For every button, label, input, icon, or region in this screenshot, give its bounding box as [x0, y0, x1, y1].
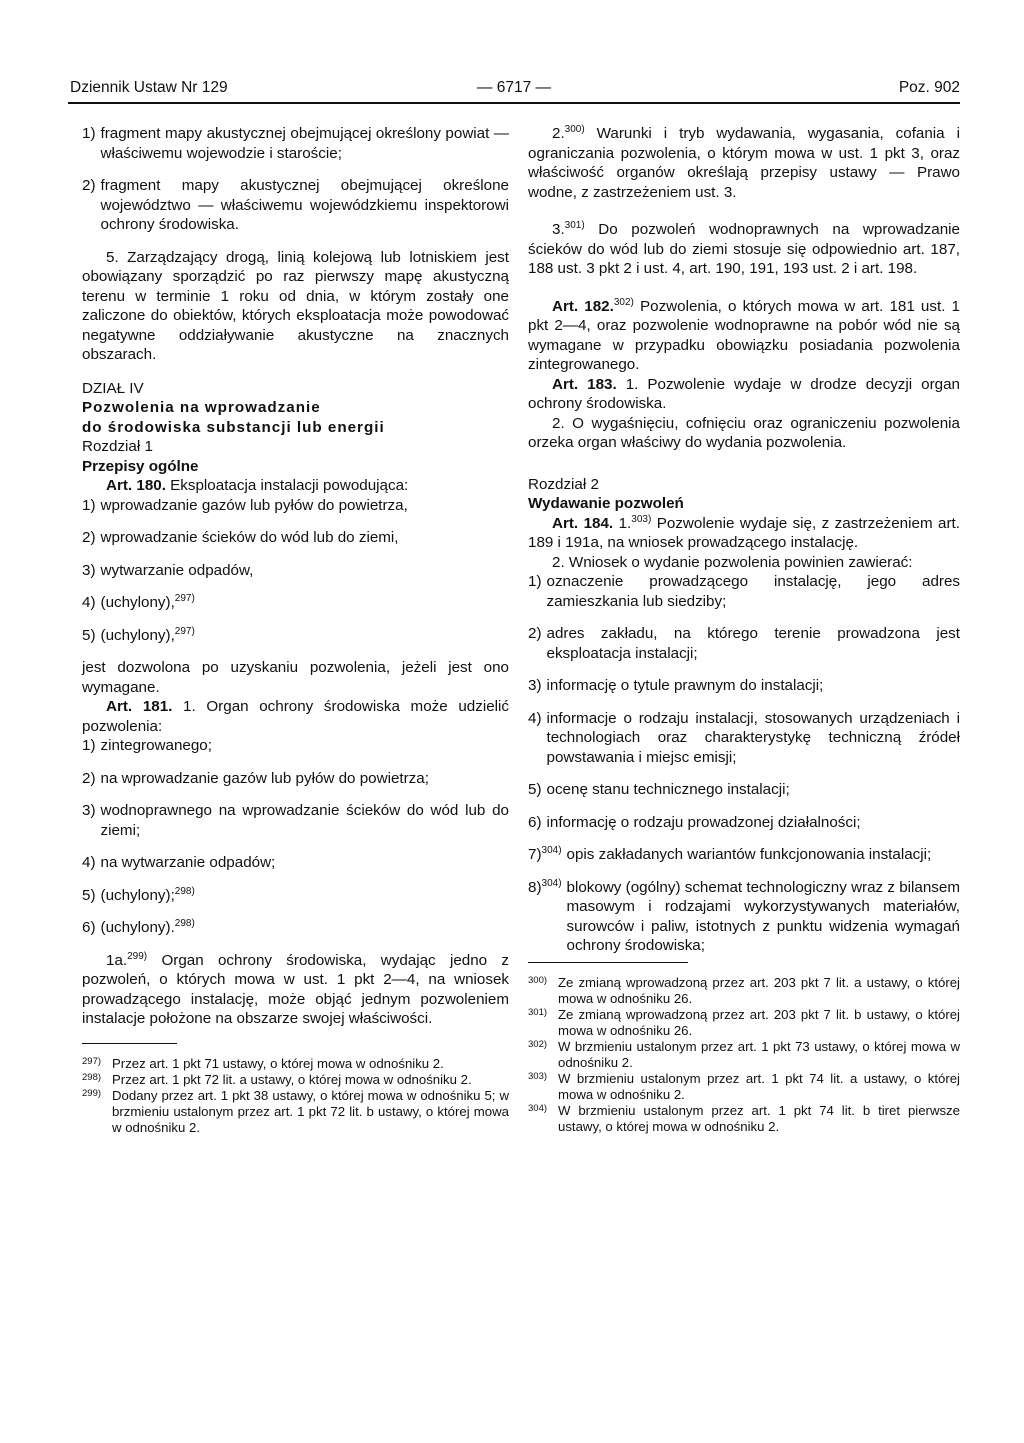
- footnote-ref: 297): [174, 592, 195, 604]
- footnote-ref: 304): [541, 877, 562, 889]
- footnote-ref: 303): [631, 513, 652, 525]
- division-heading: DZIAŁ IV: [82, 379, 144, 397]
- article-181-para-1a: 1a.$^{299)}$ Organ ochrony środowiska, wydając jedno z pozwoleń, o których mowa w ust. 1 pkt 2—4, na wniosek prowadzącego instalację, może objąć jednym pozwoleniem instalacje położone na obszarze swojej właściwości.: [82, 950, 509, 1027]
- article-180: Art. 180. Eksploatacja instalacji powodująca:: [106, 477, 409, 494]
- chapter-title: Wydawanie pozwoleń: [528, 495, 684, 512]
- position-number: Poz. 902: [898, 79, 960, 96]
- chapter-heading: Rozdział 1: [82, 438, 153, 455]
- article-184: Art. 184. 1.$^{303)}$ Pozwolenie wydaje się, z zastrzeżeniem art. 189 i 191a, na wniosek prowadzącego instalację.: [528, 513, 960, 551]
- footnote: 299) Dodany przez art. 1 pkt 38 ustawy, o której mowa w odnośniku 5; w brzmieniu ustalonym przez art. 1 pkt 72 lit. b ustawy, o której mowa w odnośniku 2.: [82, 1087, 509, 1135]
- paragraph-5: 5. Zarządzający drogą, linią kolejową lub lotniskiem jest obowiązany sporządzić po raz pierwszy mapę akustyczną terenu w terminie 1 roku od dnia, w którym zostały one zaliczone do obiektów, których eksploatacja może powodować negatywne oddziaływanie akustyczne na znacznych obszarach.: [82, 248, 509, 363]
- article-180-closing: jest dozwolona po uzyskaniu pozwolenia, jeżeli jest ono wymagane.: [82, 659, 509, 696]
- article-182: Art. 182.$^{302)}$ Pozwolenia, o których mowa w art. 181 ust. 1 pkt 2—4, oraz pozwolenie wodnoprawne na pobór wód nie są wymagane w przypadku obowiązku posiadania pozwolenia zintegrowanego.: [528, 296, 960, 373]
- footnote-ref: 300): [564, 123, 585, 135]
- list-item: 2) na wprowadzanie gazów lub pyłów do powietrza;: [82, 769, 429, 787]
- article-184-para-2: 2. Wniosek o wydanie pozwolenia powinien zawierać:: [552, 553, 913, 571]
- journal-title: Dziennik Ustaw Nr 129: [70, 79, 228, 96]
- article-181-para-3: 3.$^{301)}$ Do pozwoleń wodnoprawnych na wprowadzanie ścieków do wód lub do ziemi stosuje się odpowiednio art. 187, 188 ust. 3 pkt 2 i ust. 4, art. 190, 191, 193 ust. 2 i art. 198.: [528, 219, 960, 277]
- list-item: 4) na wytwarzanie odpadów;: [82, 854, 276, 871]
- footnote-ref: 304): [541, 844, 562, 856]
- list-item: 5) (uchylony),$^{297)}$: [82, 625, 195, 644]
- list-item: 3) wytwarzanie odpadów,: [82, 561, 254, 579]
- right-column: [528, 124, 960, 1135]
- chapter-title: Przepisy ogólne: [82, 457, 199, 475]
- footnote: 301) Ze zmianą wprowadzoną przez art. 203 pkt 7 lit. b ustawy, o której mowa w odnośniku 26.: [528, 1006, 960, 1038]
- footnote: 298) Przez art. 1 pkt 72 lit. a ustawy, o której mowa w odnośniku 2.: [82, 1071, 472, 1087]
- list-item: 2) fragment mapy akustycznej obejmującej określone województwo — właściwemu wojewódzkiemu inspektorowi ochrony środowiska.: [82, 177, 509, 233]
- page-number: — 6717 —: [476, 79, 552, 96]
- footnote: 302) W brzmieniu ustalonym przez art. 1 pkt 73 ustawy, o której mowa w odnośniku 2.: [528, 1038, 960, 1070]
- footnote: 304) W brzmieniu ustalonym przez art. 1 pkt 74 lit. b tiret pierwsze ustawy, o której mowa w odnośniku 2.: [528, 1102, 960, 1134]
- list-item: 1) wprowadzanie gazów lub pyłów do powietrza,: [82, 496, 408, 514]
- list-item: 5) ocenę stanu technicznego instalacji;: [528, 781, 790, 798]
- article-183: Art. 183. 1. Pozwolenie wydaje w drodze decyzji organ ochrony środowiska.: [528, 375, 960, 412]
- list-item: 1) fragment mapy akustycznej obejmującej określony powiat — właściwemu wojewodzie i staroście;: [82, 125, 509, 162]
- footnote-divider: [82, 1043, 177, 1044]
- footnote: 303) W brzmieniu ustalonym przez art. 1 pkt 74 lit. a ustawy, o której mowa w odnośniku 2.: [528, 1070, 960, 1102]
- footnote-ref: 299): [127, 950, 148, 962]
- footnote-ref: 298): [174, 917, 195, 929]
- footnote-ref: 298): [174, 885, 195, 897]
- list-item: 2) wprowadzanie ścieków do wód lub do ziemi,: [82, 529, 399, 546]
- list-item: 3) wodnoprawnego na wprowadzanie ścieków do wód lub do ziemi;: [82, 802, 509, 839]
- footnote-ref: 301): [564, 219, 585, 231]
- list-item: 8)$^{304)}$ blokowy (ogólny) schemat technologiczny wraz z bilansem masowym i rodzajami wykorzystywanych materiałów, surowców i paliw, istotnych z punktu widzenia wymagań ochrony środowiska;: [528, 877, 960, 954]
- list-item: 6) informację o rodzaju prowadzonej działalności;: [528, 813, 861, 831]
- list-item: 1) oznaczenie prowadzącego instalację, jego adres zamieszkania lub siedziby;: [528, 573, 960, 610]
- footnote-ref: 302): [613, 296, 634, 308]
- division-title: Pozwolenia na wprowadzanie do środowiska substancji lub energii: [82, 399, 385, 436]
- list-item: 3) informację o tytule prawnym do instalacji;: [528, 677, 824, 694]
- list-item: 5) (uchylony);$^{298)}$: [82, 885, 195, 904]
- page-header: [68, 76, 960, 104]
- list-item: 4) informacje o rodzaju instalacji, stosowanych urządzeniach i technologiach oraz charakterystykę techniczną źródeł powstawania i miejsc emisji;: [528, 709, 960, 766]
- article-181: Art. 181. 1. Organ ochrony środowiska może udzielić pozwolenia:: [82, 698, 509, 735]
- list-item: 1) zintegrowanego;: [82, 737, 212, 754]
- footnote-divider: [528, 962, 688, 963]
- chapter-heading: Rozdział 2: [528, 475, 599, 493]
- list-item: 4) (uchylony),$^{297)}$: [82, 592, 195, 611]
- article-181-para-2: 2.$^{300)}$ Warunki i tryb wydawania, wygasania, cofania i ograniczania pozwolenia, o którym mowa w ust. 1 pkt 3, oraz właściwość organów określają przepisy ustawy — Prawo wodne, z zastrzeżeniem ust. 3.: [528, 123, 960, 201]
- footnote-ref: 297): [174, 625, 195, 637]
- list-item: 6) (uchylony).$^{298)}$: [82, 917, 195, 936]
- left-column: [82, 124, 509, 1136]
- list-item: 7)$^{304)}$ opis zakładanych wariantów funkcjonowania instalacji;: [528, 844, 932, 863]
- footnote: 300) Ze zmianą wprowadzoną przez art. 203 pkt 7 lit. a ustawy, o której mowa w odnośniku 26.: [528, 974, 960, 1006]
- article-183-para-2: 2. O wygaśnięciu, cofnięciu oraz ograniczeniu pozwolenia orzeka organ właściwy do wydania pozwolenia.: [528, 414, 960, 451]
- footnote: 297) Przez art. 1 pkt 71 ustawy, o której mowa w odnośniku 2.: [82, 1055, 444, 1071]
- list-item: 2) adres zakładu, na którego terenie prowadzona jest eksploatacja instalacji;: [528, 625, 960, 662]
